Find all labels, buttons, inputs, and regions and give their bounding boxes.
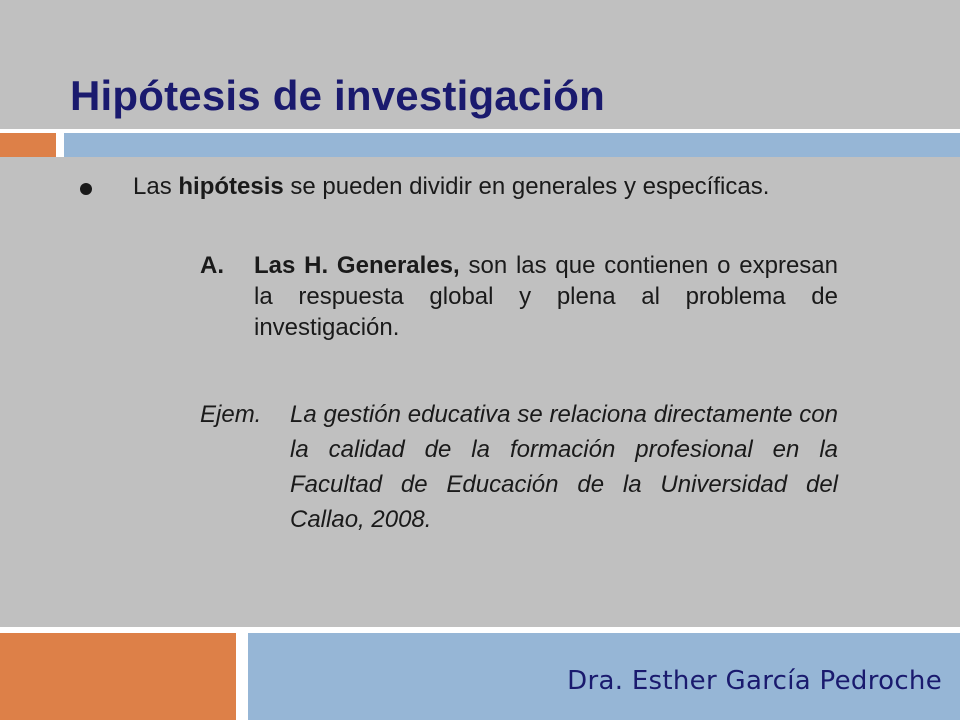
bullet-text-post: se pueden dividir en generales y específicas. bbox=[283, 173, 770, 200]
example-label: Ejem. bbox=[200, 401, 262, 428]
item-a-body: son las que contienen o expresan la respuesta global y plena al problema de investigación. bbox=[254, 252, 839, 341]
slide-title: Hipótesis de investigación bbox=[70, 72, 605, 119]
bullet-text-bold: hipótesis bbox=[178, 173, 284, 200]
bullet-text bbox=[133, 171, 838, 202]
bullet-text-pre: Las bbox=[133, 173, 179, 200]
bullet-icon bbox=[80, 183, 92, 195]
item-a-text bbox=[254, 250, 838, 343]
item-a-bold: Las H. Generales, bbox=[254, 252, 460, 279]
item-a-label: A. bbox=[200, 252, 224, 279]
footer-accent-orange bbox=[0, 633, 236, 720]
example-text: La gestión educativa se relaciona directamente con la calidad de la formación profesional en la Facultad de Educación de la Universidad del Callao, 2008. bbox=[290, 401, 838, 533]
footer-author: Dra. Esther García Pedroche bbox=[567, 666, 942, 696]
footer-accent-separator bbox=[236, 627, 248, 720]
